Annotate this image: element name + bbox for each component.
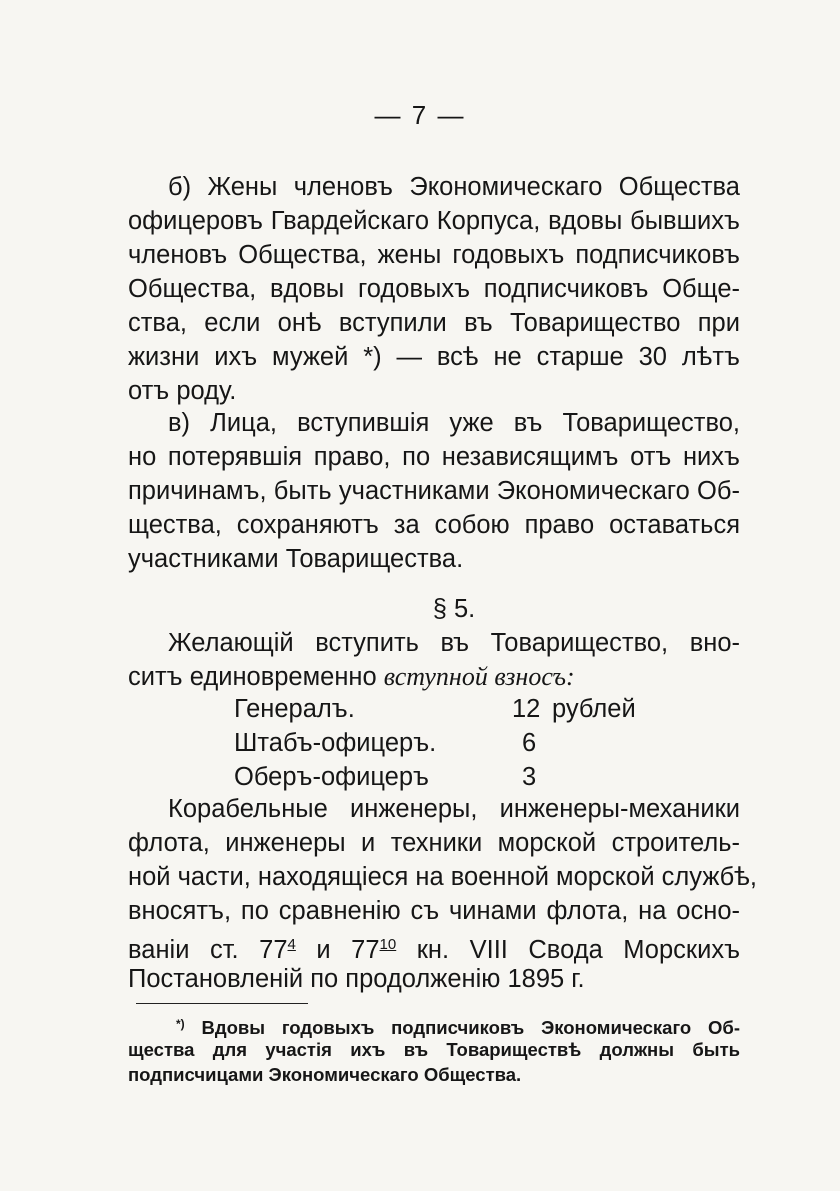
paragraph-line: флота, инженеры и техники морской строитель- xyxy=(128,829,740,857)
footnote-text: Вдовы годовыхъ подписчиковъ Экономическаго Об- xyxy=(201,1017,740,1038)
footnote-marker: *) xyxy=(176,1017,185,1031)
paragraph-text: и 77 xyxy=(316,936,380,964)
paragraph-line: щества, сохраняютъ за собою право оставаться xyxy=(128,511,740,539)
paragraph-text: ситъ единовременно xyxy=(128,663,377,691)
paragraph-text: кн. VIII Свода Морскихъ xyxy=(416,936,741,964)
paragraph-line: причинамъ, быть участниками Экономическаго Об- xyxy=(128,477,740,505)
paragraph-line: но потерявшія право, по независящимъ отъ нихъ xyxy=(128,443,740,471)
fee-rank: Генералъ. xyxy=(234,695,355,723)
fee-amount: 3 xyxy=(522,763,537,791)
paragraph-line: жизни ихъ мужей *) — всѣ не старше 30 лѣтъ xyxy=(128,343,740,371)
fee-amount: 6 xyxy=(522,729,537,757)
table-row xyxy=(128,692,740,726)
fee-amount: 12 xyxy=(512,695,541,723)
paragraph-line: Постановленій по продолженію 1895 г. xyxy=(128,965,585,993)
fee-rank: Оберъ-офицеръ xyxy=(234,763,429,791)
section-mark: § 5. xyxy=(432,595,476,623)
paragraph-line: офицеровъ Гвардейскаго Корпуса, вдовы бывшихъ xyxy=(128,207,740,235)
paragraph-line xyxy=(128,660,740,694)
paragraph-ships xyxy=(128,792,757,996)
paragraph-line: вносятъ, по сравненію съ чинами флота, на осно- xyxy=(128,897,740,925)
footnote-line: щества для участія ихъ въ Товариществѣ должны быть xyxy=(128,1039,740,1060)
section-heading xyxy=(128,592,740,626)
paragraph-line: Желающій вступить въ Товарищество, вно- xyxy=(168,629,740,657)
footnote-divider xyxy=(136,1003,308,1004)
footnote-line xyxy=(128,1012,740,1037)
table-row xyxy=(128,760,740,794)
paragraph-line: отъ роду. xyxy=(128,377,237,405)
fee-rank: Штабъ-офицеръ. xyxy=(234,729,437,757)
page-number: — 7 — xyxy=(374,100,466,130)
fees-table xyxy=(128,692,740,794)
table-row xyxy=(128,726,740,760)
emphasis-text: вступной взносъ: xyxy=(383,662,575,691)
paragraph-b xyxy=(128,170,740,408)
paragraph-line: в) Лица, вступившія уже въ Товарищество, xyxy=(168,409,740,437)
superscript-fraction: 4 xyxy=(287,936,296,953)
paragraph-line: б) Жены членовъ Экономическаго Общества xyxy=(168,173,740,201)
paragraph-line: Общества, вдовы годовыхъ подписчиковъ Обще- xyxy=(128,275,740,303)
footnote-line: подписчицами Экономическаго Общества. xyxy=(128,1064,522,1085)
superscript-fraction: 10 xyxy=(379,936,397,953)
paragraph-line xyxy=(128,928,740,962)
paragraph-line: ства, если онѣ вступили въ Товарищество при xyxy=(128,309,740,337)
paragraph-line: участниками Товарищества. xyxy=(128,545,464,573)
paragraph-v xyxy=(128,406,740,576)
paragraph-text: ваніи ст. 77 xyxy=(128,936,288,964)
paragraph-5 xyxy=(128,626,740,694)
paragraph-line: членовъ Общества, жены годовыхъ подписчиковъ xyxy=(128,241,740,269)
paragraph-line: Корабельные инженеры, инженеры-механики xyxy=(168,795,740,823)
fee-unit: рублей xyxy=(552,695,636,723)
footnote xyxy=(128,1012,740,1087)
paragraph-line: ной части, находящіеся на военной морской службѣ, xyxy=(128,863,757,891)
